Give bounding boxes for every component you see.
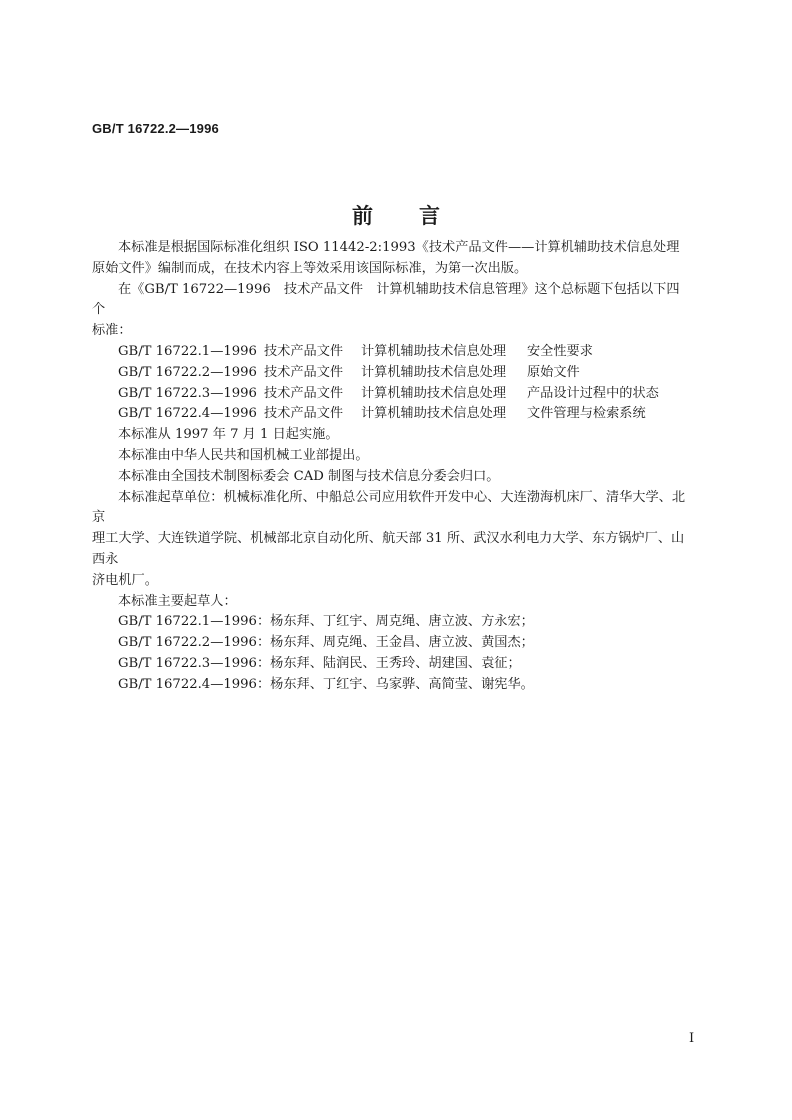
standard-part-b: 计算机辅助技术信息处理 <box>361 343 507 359</box>
standard-code-header: GB/T 16722.2—1996 <box>92 121 219 136</box>
standard-part-a: 技术产品文件 <box>264 385 344 401</box>
series-line-2: 标准： <box>92 323 132 339</box>
effective-date-text: 本标准从 1997 年 7 月 1 日起实施。 <box>118 427 339 443</box>
section-title-text: 前言 <box>352 204 486 228</box>
standard-list-item <box>92 342 692 363</box>
standard-part-c: 文件管理与检索系统 <box>527 406 646 422</box>
foreword-body <box>92 238 692 696</box>
standard-code: GB/T 16722.4—1996 <box>118 406 257 422</box>
standard-part-c: 产品设计过程中的状态 <box>527 385 659 401</box>
standard-code: GB/T 16722.3—1996 <box>118 385 257 401</box>
section-title <box>0 200 792 230</box>
standard-list-item <box>92 363 692 384</box>
standard-part-a: 技术产品文件 <box>264 406 344 422</box>
standard-part-c: 安全性要求 <box>527 343 593 359</box>
series-line-1: 在《GB/T 16722—1996 技术产品文件 计算机辅助技术信息管理》这个总标题下包括以下四个 <box>92 281 680 318</box>
series-paragraph <box>92 280 692 322</box>
intro-paragraph-cont <box>92 259 692 280</box>
standard-code: GB/T 16722.1—1996 <box>118 343 257 359</box>
standard-list-item <box>92 404 692 425</box>
standard-part-b: 计算机辅助技术信息处理 <box>361 364 507 380</box>
standard-code: GB/T 16722.2—1996 <box>118 364 257 380</box>
standard-part-b: 计算机辅助技术信息处理 <box>361 385 507 401</box>
standard-list-item <box>92 384 692 405</box>
drafter-list-item: GB/T 16722.1—1996：杨东拜、丁红宇、周克绳、唐立波、方永宏； <box>118 614 534 630</box>
drafting-units-line-3: 济电机厂。 <box>92 572 158 588</box>
intro-line-2: 原始文件》编制而成，在技术内容上等效采用该国际标准，为第一次出版。 <box>92 260 528 276</box>
standard-part-a: 技术产品文件 <box>264 343 344 359</box>
standard-part-b: 计算机辅助技术信息处理 <box>361 406 507 422</box>
drafter-list-item: GB/T 16722.3—1996：杨东拜、陆润民、王秀玲、胡建国、袁征； <box>118 655 521 671</box>
page-number: I <box>689 1031 695 1046</box>
standard-part-a: 技术产品文件 <box>264 364 344 380</box>
intro-line-1: 本标准是根据国际标准化组织 ISO 11442-2:1993《技术产品文件——计算机辅助技术信息处理 <box>118 240 680 255</box>
series-paragraph-cont <box>92 321 692 342</box>
drafting-units-line-1: 本标准起草单位：机械标准化所、中船总公司应用软件开发中心、大连渤海机床厂、清华大学、北京 <box>92 489 686 526</box>
main-drafters-heading: 本标准主要起草人： <box>118 593 237 609</box>
centralized-by-text: 本标准由全国技术制图标委会 CAD 制图与技术信息分委会归口。 <box>118 468 500 484</box>
drafter-list-item: GB/T 16722.2—1996：杨东拜、周克绳、王金昌、唐立波、黄国杰； <box>118 635 534 651</box>
intro-paragraph <box>92 238 692 259</box>
drafting-units-line-2: 理工大学、大连铁道学院、机械部北京自动化所、航天部 31 所、武汉水利电力大学、东方锅炉厂、山西永 <box>92 531 685 567</box>
drafter-list-item: GB/T 16722.4—1996：杨东拜、丁红宇、乌家骅、高简莹、谢宪华。 <box>118 676 534 692</box>
standard-part-c: 原始文件 <box>527 364 580 380</box>
proposed-by-text: 本标准由中华人民共和国机械工业部提出。 <box>118 447 369 463</box>
